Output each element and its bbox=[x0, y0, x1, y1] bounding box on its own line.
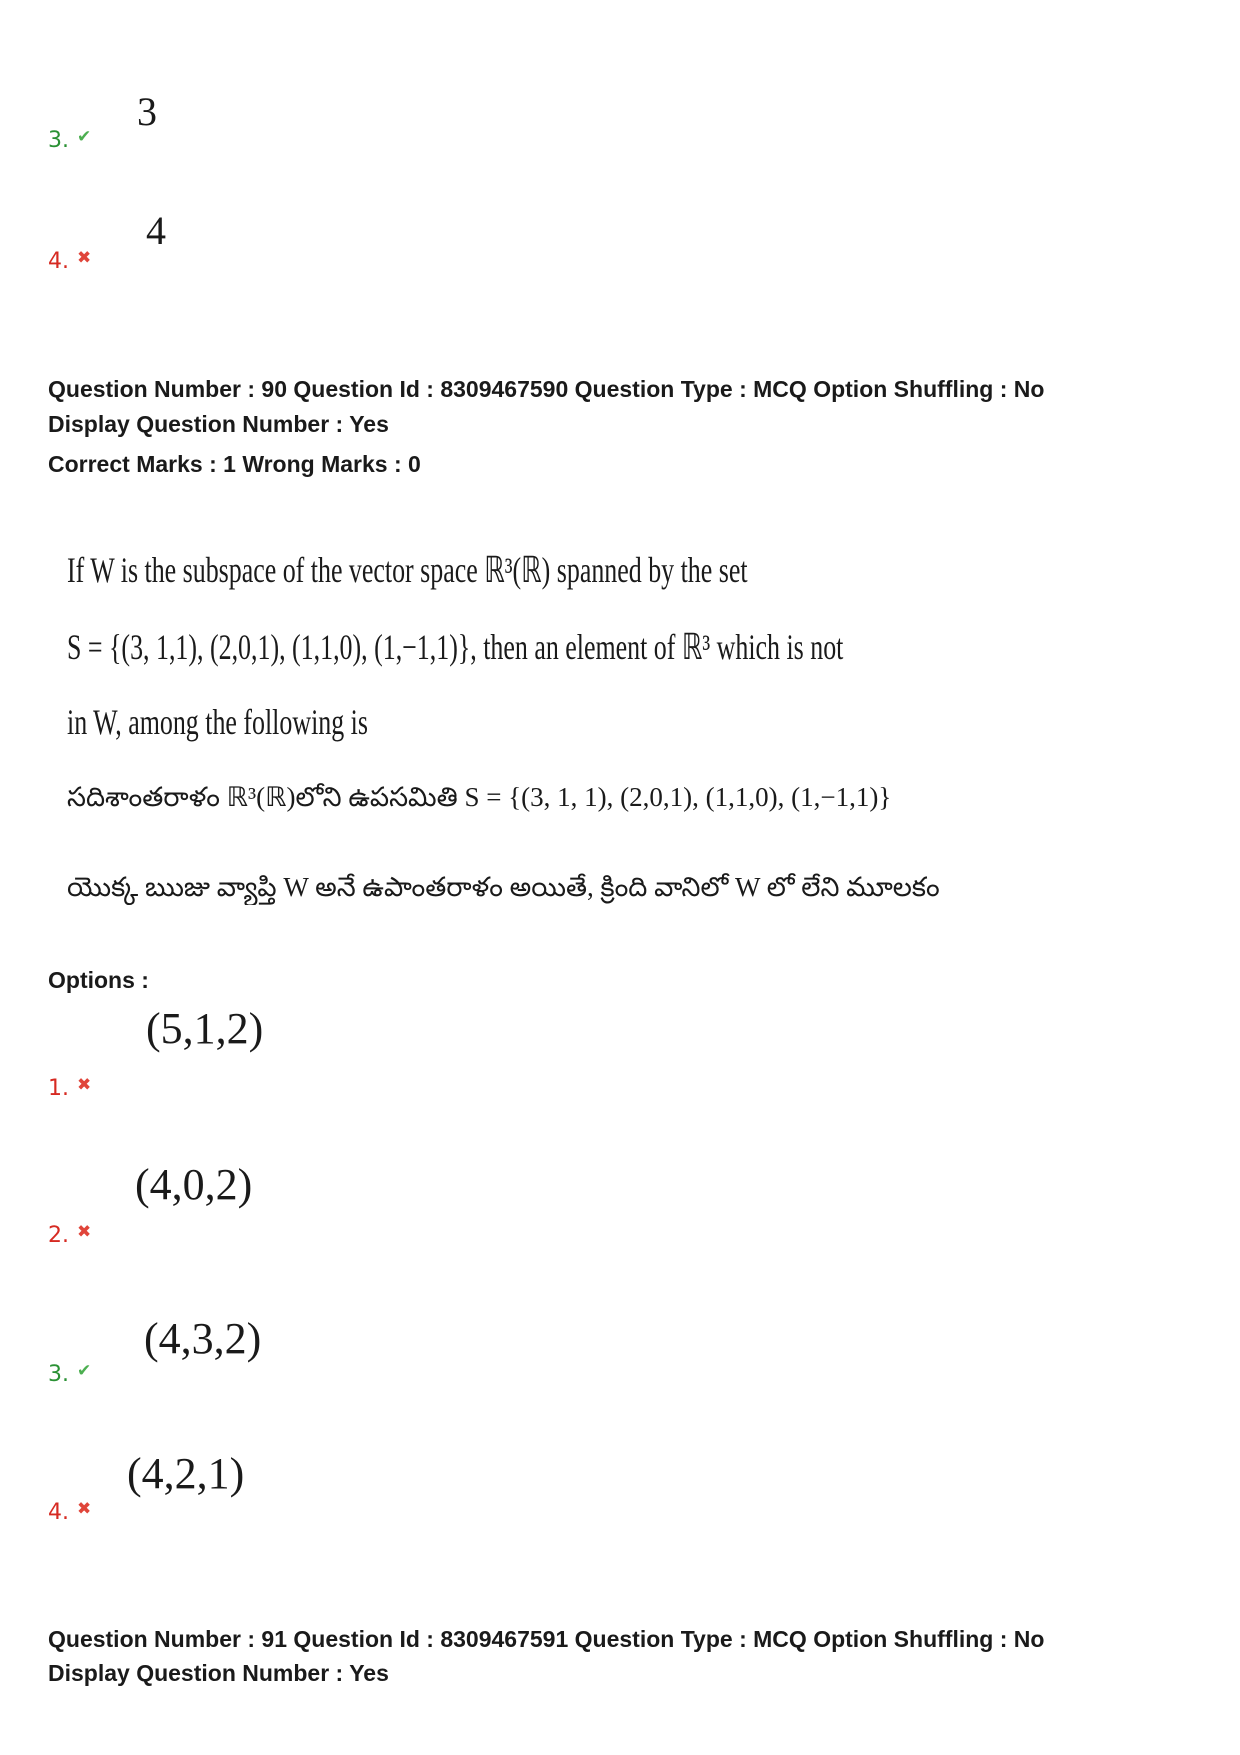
option-value: 4 bbox=[146, 208, 166, 253]
cross-icon bbox=[77, 248, 91, 268]
question-type-label: Question Type : bbox=[574, 1626, 747, 1652]
question-number: 91 bbox=[261, 1626, 287, 1652]
question-id-label: Question Id : bbox=[293, 1626, 434, 1652]
question-text-en-line: in W, among the following is bbox=[67, 702, 368, 742]
display-question-number-label: Display Question Number : bbox=[48, 411, 344, 437]
question-text-en-line: S = {(3, 1,1), (2,0,1), (1,1,0), (1,−1,1)}, then an element of ℝ³ which is not bbox=[67, 627, 844, 667]
correct-marks: 1 bbox=[223, 451, 236, 477]
option-number: 4. bbox=[48, 249, 69, 274]
option-number: 2. bbox=[48, 1223, 69, 1248]
question-number: 90 bbox=[261, 376, 287, 402]
question-number-label: Question Number : bbox=[48, 376, 256, 402]
display-question-number: Yes bbox=[349, 411, 389, 437]
option-number-row bbox=[48, 1361, 91, 1389]
question-id-label: Question Id : bbox=[293, 376, 434, 402]
options-label: Options : bbox=[48, 967, 149, 993]
q91-header-line2 bbox=[48, 1659, 389, 1687]
option-shuffling-label: Option Shuffling : bbox=[813, 376, 1008, 402]
q90-marks bbox=[48, 450, 421, 478]
wrong-marks: 0 bbox=[408, 451, 421, 477]
check-icon bbox=[77, 127, 91, 147]
option-number: 3. bbox=[48, 128, 69, 153]
option-value: 3 bbox=[137, 89, 157, 134]
option-value: (4,3,2) bbox=[144, 1314, 262, 1363]
option-number-row bbox=[48, 248, 91, 276]
question-text-te-line: సదిశాంతరాళం ℝ³(ℝ)లోని ఉపసమితి S = {(3, 1, 1), (2,0,1), (1,1,0), (1,−1,1)} bbox=[67, 782, 892, 812]
question-id: 8309467590 bbox=[440, 376, 569, 402]
q90-header-line1 bbox=[48, 375, 1044, 403]
question-type: MCQ bbox=[753, 1626, 807, 1652]
wrong-marks-label: Wrong Marks : bbox=[242, 451, 402, 477]
question-number-label: Question Number : bbox=[48, 1626, 256, 1652]
option-shuffling: No bbox=[1013, 1626, 1045, 1652]
question-text-en-line: If W is the subspace of the vector space ℝ³(ℝ) spanned by the set bbox=[67, 550, 748, 590]
option-number: 4. bbox=[48, 1500, 69, 1525]
option-number: 1. bbox=[48, 1076, 69, 1101]
cross-icon bbox=[77, 1499, 91, 1519]
option-value: (5,1,2) bbox=[146, 1004, 264, 1053]
question-text-te-line: యొక్క ఋజు వ్యాప్తి W అనే ఉపాంతరాళం అయితే, క్రింది వానిలో W లో లేని మూలకం bbox=[67, 872, 940, 902]
cross-icon bbox=[77, 1222, 91, 1242]
display-question-number: Yes bbox=[349, 1660, 389, 1686]
option-number-row bbox=[48, 1499, 91, 1527]
option-shuffling: No bbox=[1013, 376, 1045, 402]
option-number-row bbox=[48, 1222, 91, 1250]
cross-icon bbox=[77, 1075, 91, 1095]
option-shuffling-label: Option Shuffling : bbox=[813, 1626, 1008, 1652]
option-number: 3. bbox=[48, 1362, 69, 1387]
question-type-label: Question Type : bbox=[574, 376, 747, 402]
display-question-number-label: Display Question Number : bbox=[48, 1660, 344, 1686]
question-id: 8309467591 bbox=[440, 1626, 569, 1652]
q91-header-line1 bbox=[48, 1625, 1044, 1653]
correct-marks-label: Correct Marks : bbox=[48, 451, 217, 477]
option-number-row bbox=[48, 1075, 91, 1103]
check-icon bbox=[77, 1361, 91, 1381]
question-type: MCQ bbox=[753, 376, 807, 402]
option-value: (4,0,2) bbox=[135, 1160, 253, 1209]
option-value: (4,2,1) bbox=[127, 1449, 245, 1498]
option-number-row bbox=[48, 127, 91, 155]
q90-header-line2 bbox=[48, 410, 389, 438]
